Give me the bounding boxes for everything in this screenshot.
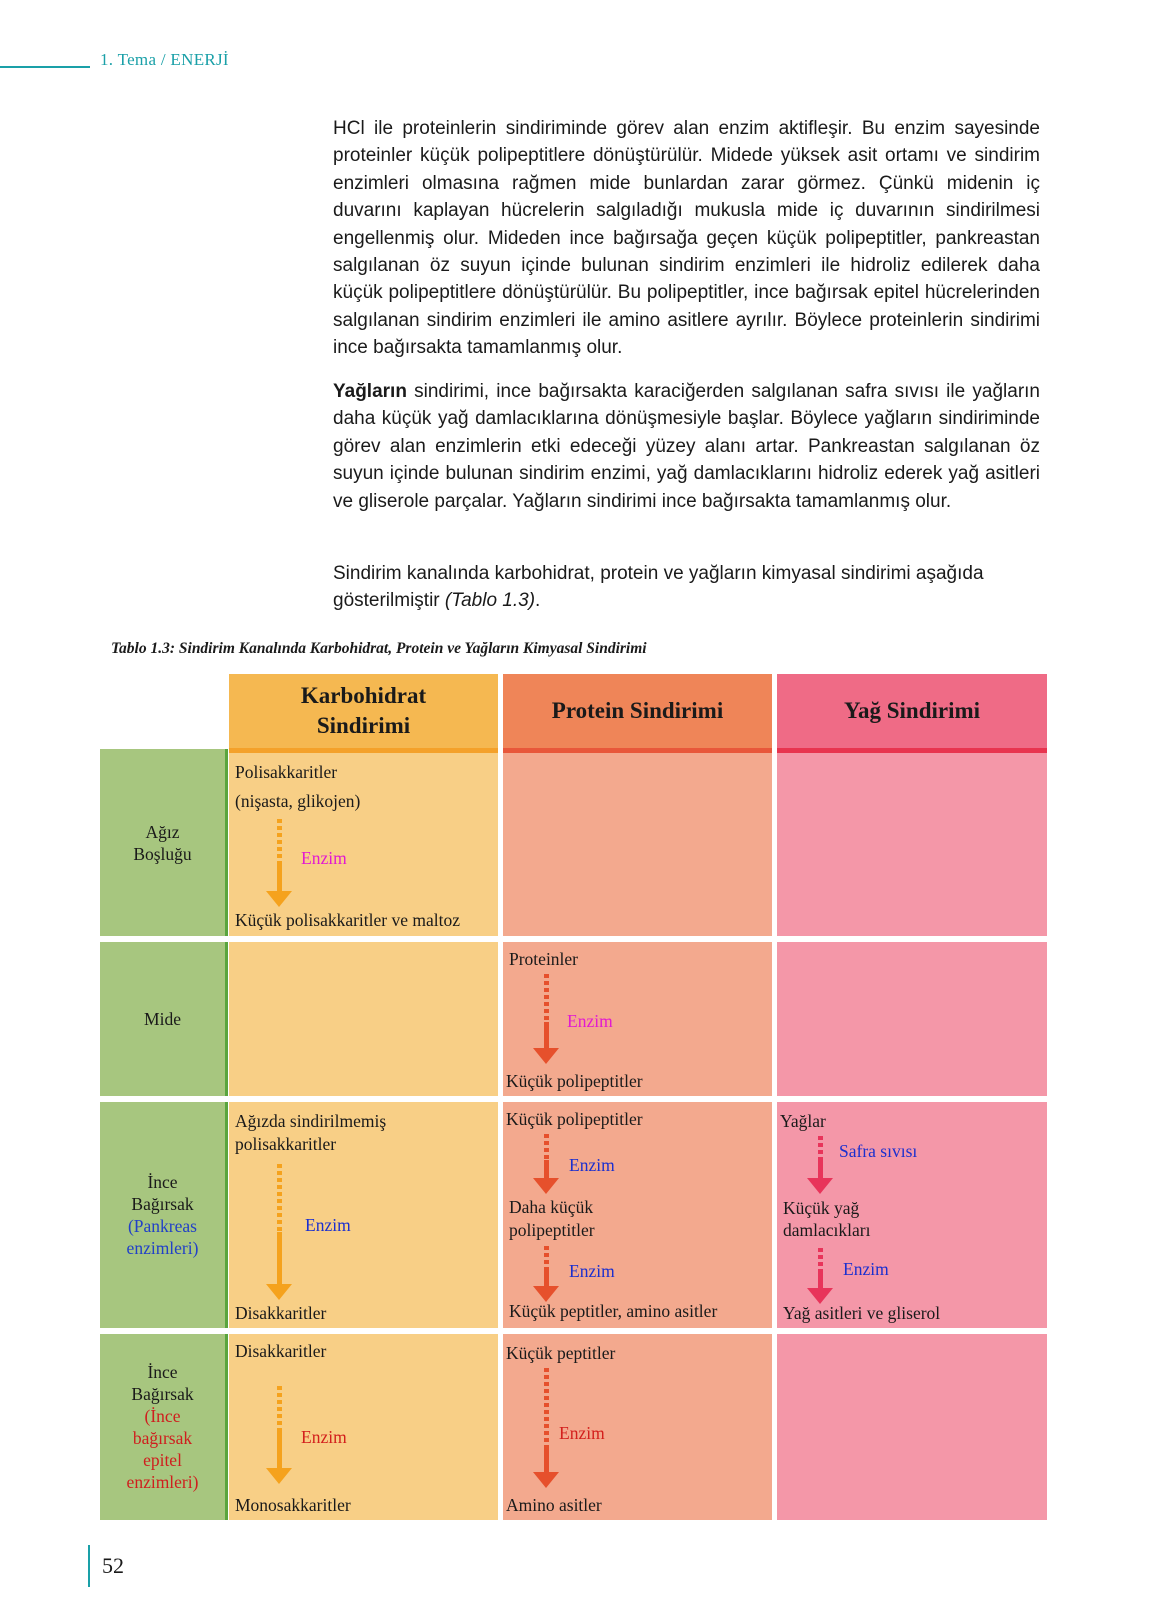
cell-mouth-protein bbox=[503, 753, 772, 936]
enzyme-label: Enzim bbox=[567, 1011, 613, 1031]
enzyme-label: Enzim bbox=[843, 1259, 889, 1279]
enzyme-label: Enzim bbox=[569, 1155, 615, 1175]
cell-pancreas-carb: Ağızda sindirilmemiş polisakkaritler Enzim Disakkaritler bbox=[229, 1102, 498, 1328]
cell-epithel-protein: Küçük peptitler Enzim Amino asitler bbox=[503, 1334, 772, 1520]
arrow-down-icon bbox=[266, 1164, 292, 1300]
cell-stomach-protein: Proteinler Enzim Küçük polipeptitler bbox=[503, 942, 772, 1096]
arrow-down-icon bbox=[533, 1368, 559, 1488]
row-label-small-intestine-epithel: İnce Bağırsak (İnce bağırsak epitel enzimleri) bbox=[100, 1334, 228, 1520]
enzyme-label: Enzim bbox=[301, 848, 347, 868]
row-label-mouth: Ağız Boşluğu bbox=[100, 749, 228, 936]
arrow-down-icon bbox=[533, 1246, 559, 1302]
header-carbohydrate: Karbohidrat Sindirimi bbox=[229, 674, 498, 753]
header-fat: Yağ Sindirimi bbox=[777, 674, 1047, 753]
page-number: 52 bbox=[102, 1553, 124, 1578]
cell-stomach-carb bbox=[229, 942, 498, 1096]
arrow-down-icon bbox=[266, 1386, 292, 1486]
paragraph-fat bbox=[333, 378, 1040, 515]
arrow-down-icon bbox=[533, 974, 559, 1064]
cell-epithel-fat bbox=[777, 1334, 1047, 1520]
arrow-down-icon bbox=[266, 819, 292, 907]
footer-rule bbox=[88, 1545, 90, 1587]
cell-mouth-fat bbox=[777, 753, 1047, 936]
arrow-down-icon bbox=[807, 1136, 833, 1194]
cell-pancreas-protein: Küçük polipeptitler Enzim Daha küçük polipeptitler Enzim Küçük peptitler, amino asitler bbox=[503, 1102, 772, 1328]
paragraph-protein-text: HCl ile proteinlerin sindiriminde görev alan enzim aktifleşir. Bu enzim sayesinde proteinler küçük polipeptitlere dönüştürülür. Midede yüksek asit ortamı ve sindirim enzimleri olmasına rağmen mide bunlardan zarar görmez. Çünkü midenin iç duvarını kaplayan hücrelerin salgıladığı mukusla mide iç duvarının sindirilmesi engellenmiş olur. Mideden ince bağırsağa geçen küçük polipeptitler, pankreastan salgılanan öz suyun içinde bulunan sindirim enzimleri ile hidroliz edilerek daha küçük polipeptitlere dönüştürülür. Bu polipeptitler, ince bağırsak epitel hücrelerinden salgılanan sindirim enzimleri ile amino asitlere ayrılır. Böylece proteinlerin sindirimi ince bağırsakta tamamlanmış olur. bbox=[333, 118, 1040, 359]
enzyme-label: Enzim bbox=[301, 1427, 347, 1447]
arrow-down-icon bbox=[807, 1248, 833, 1304]
running-header: 1. Tema / ENERJİ bbox=[100, 50, 229, 69]
cell-pancreas-fat: Yağlar Safra sıvısı Küçük yağ damlacıkları Enzim Yağ asitleri ve gliserol bbox=[777, 1102, 1047, 1328]
enzyme-label: Enzim bbox=[305, 1215, 351, 1235]
paragraph-table-ref: Sindirim kanalında karbohidrat, protein ve yağların kimyasal sindirimi aşağıda gösterilmiştir (Tablo 1.3). bbox=[333, 563, 984, 612]
enzyme-label: Enzim bbox=[569, 1261, 615, 1281]
enzyme-label: Enzim bbox=[559, 1423, 605, 1443]
header-rule bbox=[0, 66, 90, 68]
arrow-down-icon bbox=[533, 1134, 559, 1194]
paragraph-protein bbox=[333, 115, 1040, 362]
cell-mouth-carb: Polisakkaritler (nişasta, glikojen) Enzim Küçük polisakkaritler ve maltoz bbox=[229, 753, 498, 936]
cell-epithel-carb: Disakkaritler Enzim Monosakkaritler bbox=[229, 1334, 498, 1520]
cell-stomach-fat bbox=[777, 942, 1047, 1096]
paragraph-fat-text: sindirimi, ince bağırsakta karaciğerden salgılanan safra sıvısı ile yağların daha küçük yağ damlacıklarına dönüşmesiyle başlar. Böylece yağların sindiriminde görev alan enzimlerin etki edeceği yüzey alanı artar. Pankreastan salgılanan öz suyun içinde bulunan sindirim enzimi, yağ damlacıklarını hidroliz ederek yağ asitleri ve gliserole parçalar. Yağların sindirimi ince bağırsakta tamamlanmış olur. bbox=[333, 381, 1040, 512]
header-protein: Protein Sindirimi bbox=[503, 674, 772, 753]
paragraph-ref-text: Sindirim kanalında karbohidrat, protein ve yağların kimyasal sindirimi aşağıda gösterilmiştir bbox=[333, 563, 984, 612]
table-reference-link: (Tablo 1.3) bbox=[444, 590, 536, 612]
table-caption: Tablo 1.3: Sindirim Kanalında Karbohidrat, Protein ve Yağların Kimyasal Sindirimi bbox=[111, 640, 647, 657]
row-label-stomach: Mide bbox=[100, 942, 228, 1096]
bile-label: Safra sıvısı bbox=[839, 1141, 918, 1161]
paragraph-fat-bold: Yağların bbox=[333, 381, 407, 402]
row-label-small-intestine-pancreas: İnce Bağırsak (Pankreas enzimleri) bbox=[100, 1102, 228, 1328]
